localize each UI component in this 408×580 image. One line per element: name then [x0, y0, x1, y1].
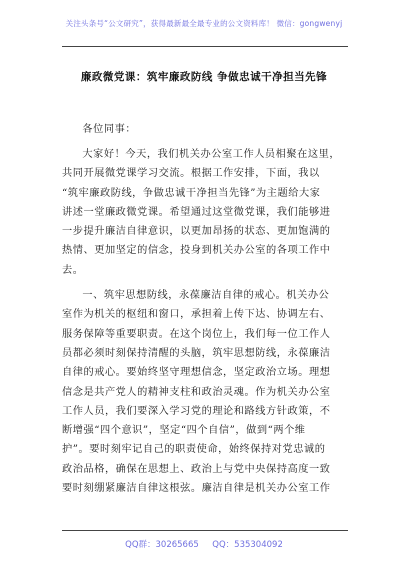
- text-line: 大家好！今天，我们机关办公室工作人员相聚在这里，: [82, 149, 341, 160]
- text-line: 要时刻绷紧廉洁自律这根弦。廉洁自律是机关办公室工作: [62, 483, 331, 495]
- text-line: 热情、更加坚定的信念，投身到机关办公室的各项工作中: [62, 245, 331, 257]
- footer-qq-group: QQ群：30265665: [125, 540, 199, 550]
- text-line: 员都必须时刻保持清醒的头脑，筑牢思想防线，永葆廉洁: [62, 347, 331, 359]
- header-divider: [62, 46, 348, 47]
- document-body: [62, 121, 354, 498]
- text-line: 工作人员，我们要深入学习党的理论和路线方针政策，不: [62, 405, 331, 417]
- text-line: 断增强“四个意识”，坚定“四个自信”，做到“两个维: [62, 425, 306, 437]
- text-line: 一、筑牢思想防线，永葆廉洁自律的戒心。机关办公: [82, 290, 330, 302]
- text-line: 去。: [62, 264, 84, 276]
- footer-contacts: [0, 538, 408, 550]
- header-banner: 关注头条号“公文研究”，获得最新最全最专业的公文资料库！ 微信：gongwenyj: [65, 19, 343, 28]
- paragraph-section-one: [62, 286, 354, 498]
- document-title: 廉政微党课：筑牢廉政防线 争做忠诚干净担当先锋: [80, 71, 328, 83]
- text-line: 信念是共产党人的精神支柱和政治灵魂。作为机关办公室: [62, 386, 331, 398]
- footer-divider: [62, 530, 348, 531]
- text-line: 护”。要时刻牢记自己的职责使命，始终保持对党忠诚的: [62, 444, 326, 456]
- footer-qq: QQ：535304092: [212, 540, 283, 550]
- text-line: “筑牢廉政防线，争做忠诚干净担当先锋”为主题给大家: [62, 187, 321, 199]
- text-line: 共同开展微党课学习交流。根据工作安排，下面，我以: [62, 168, 320, 180]
- text-line: 服务保障等重要职责。在这个岗位上，我们每一位工作人: [62, 328, 331, 340]
- text-line: 政治品格，确保在思想上、政治上与党中央保持高度一致: [62, 463, 331, 475]
- paragraph-introduction: [62, 145, 354, 280]
- text-line: 自律的戒心。要始终坚守理想信念，坚定政治立场。理想: [62, 367, 331, 379]
- text-line: 室作为机关的枢纽和窗口，承担着上传下达、协调左右、: [62, 309, 331, 321]
- text-line: 讲述一堂廉政微党课。希望通过这堂微党课，我们能够进: [62, 206, 331, 218]
- greeting: 各位同事：: [82, 124, 137, 135]
- text-line: 一步提升廉洁自律意识，以更加昂扬的状态、更加饱满的: [62, 226, 331, 238]
